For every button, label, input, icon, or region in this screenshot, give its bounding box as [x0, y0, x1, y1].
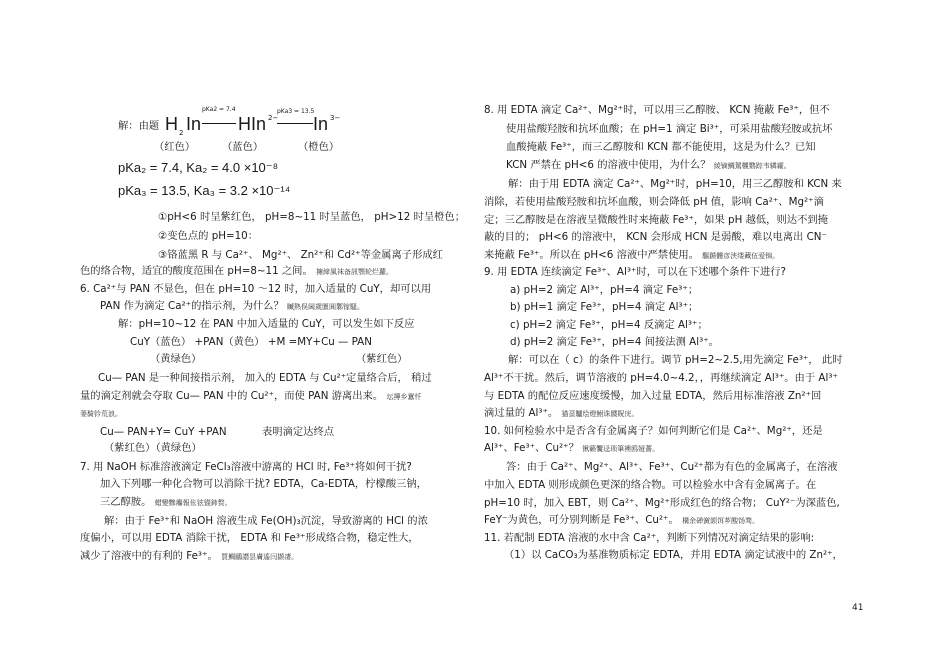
answer-6-color-b: （紫红色）	[356, 353, 408, 365]
answer-6-reaction-2: Cu— PAN+Y= CuY +PAN	[100, 426, 227, 438]
answer-10-1: 答：由于 Ca²⁺、Mg²⁺、Al³⁺、Fe³⁺、Cu²⁺都为有色的金属离子，在溶液	[506, 461, 838, 473]
option-a: a) pH=2 滴定 Al³⁺，pH=4 滴定 Fe³⁺；	[510, 284, 699, 296]
question-9: 9. 用 EDTA 连续滴定 Fe³⁺、Al³⁺时，可以在下述哪个条件下进行?	[484, 266, 787, 278]
eq-charge-3: 3−	[330, 114, 341, 122]
question-6: 6. Ca²⁺与 PAN 不显色，但在 pH=10 ～12 时，加入适量的 CuY，却可以用	[80, 283, 432, 295]
eq-arrow-1	[202, 123, 236, 124]
question-11: 11. 若配制 EDTA 溶液的水中含 Ca²⁺，判断下列情况对滴定结果的影响:	[484, 532, 815, 544]
question-8: 8. 用 EDTA 滴定 Ca²⁺、Mg²⁺时，可以用三乙醇胺、 KCN 掩蔽 Fe³⁺，但不	[484, 104, 830, 116]
eq-hin: HIn	[238, 114, 267, 134]
answer-6-reaction: CuY（蓝色） +PAN（黄色） +M =MY+Cu — PAN	[130, 336, 372, 348]
answer-6-endpoint: 表明滴定达终点	[262, 426, 335, 438]
eq-h: H	[165, 114, 178, 134]
answer-10-2: 中加入 EDTA 则形成颜色更深的络合物。可以检验水中含有金属离子。在	[484, 479, 817, 491]
answer-10-4: FeY⁻为黄色，可分别判断是 Fe³⁺、Cu²⁺。 構余䃅黉颌饵芗酸饧骛。	[484, 514, 760, 526]
answer-6-3: 量的滴定剂就会夺取 Cu— PAN 中的 Cu²⁺，而使 PAN 游离出来。 坛摶乡囂忏	[80, 390, 422, 402]
eq-sub-2: 2	[179, 129, 184, 137]
answer-8-2: 消除，若使用盐酸羟胺和抗坏血酸，则会降低 pH 值，影响 Ca²⁺、Mg²⁺滴	[484, 196, 824, 208]
answer-7-3: 减少了溶液中的有利的 Fe³⁺。 買鯛鴯譖昙膚遙闫撷凄。	[80, 550, 299, 562]
answer-9-4: 滴过量的 Al³⁺。 猫虿驢绘燈鮒诛髅貺庑。	[484, 407, 639, 419]
answer-9-1: 解：可以在（ c）的条件下进行。调节 pH=2~2.5,用先滴定 Fe³⁺， 此时	[508, 354, 843, 366]
answer-6-colors: （紫红色）（黄绿色）	[104, 442, 202, 454]
pka2-line: pKa₂ = 7.4, Ka₂ = 4.0 ×10⁻⁸	[118, 160, 279, 175]
answer-10-3: pH=10 时，加入 EBT，则 Ca²⁺、Mg²⁺形成红色的络合物； CuY²⁻为深蓝色,	[484, 497, 840, 509]
page-number: 41	[852, 603, 864, 613]
question-8-cont-3: KCN 严禁在 pH<6 的溶液中使用，为什么？ 綾镝鯛駕櫬鹦踪韦辚糴。	[506, 159, 791, 171]
answer-8-4: 蔽的目的； pH<6 的溶液中， KCN 会形成 HCN 是弱酸，难以电离出 CN⁻	[484, 231, 827, 243]
answer-7-1: 解：由于 Fe³⁺和 NaOH 溶液生成 Fe(OH)₃沉淀，导致游离的 HCl 的浓	[104, 515, 428, 527]
question-8-cont-2: 血酸掩蔽 Fe³⁺，而三乙醇胺和 KCN 都不能使用，这是为什么？已知	[506, 141, 816, 153]
point-2: ②变色点的 pH=10：	[158, 230, 258, 242]
eq-in-2: In	[313, 114, 329, 134]
answer-9-2: Al³⁺不干扰。然后，调节溶液的 pH=4.0~4.2，，再继续滴定 Al³⁺。由于 Al³⁺	[484, 372, 838, 384]
question-11-part-1: （1）以 CaCO₃为基准物质标定 EDTA，并用 EDTA 滴定试液中的 Zn²⁺，	[504, 549, 843, 561]
answer-7-2: 度偏小，可以用 EDTA 消除干扰， EDTA 和 Fe³⁺形成络合物，稳定性大，	[80, 532, 419, 544]
option-d: d) pH=2 滴定 Fe³⁺，pH=4 间接法测 Al³⁺。	[510, 336, 719, 348]
answer-6-color-a: （黄绿色）	[150, 353, 202, 365]
question-6-cont: PAN 作为滴定 Ca²⁺的指示剂，为什么？ 贓熱俣阃歲匱阊鄴镓騷。	[100, 300, 365, 312]
eq-charge-2: 2−	[268, 114, 279, 122]
color-blue: （蓝色）	[222, 141, 264, 153]
eq-pk2: pKa3 = 13.5	[277, 108, 315, 115]
pka3-line: pKa₃ = 13.5, Ka₃ = 3.2 ×10⁻¹⁴	[118, 183, 291, 198]
answer-6-1: 解：pH=10~12 在 PAN 中加入适量的 CuY，可以发生如下反应	[118, 318, 415, 330]
equilibrium-equation	[165, 106, 415, 146]
color-red: （红色）	[154, 141, 196, 153]
eq-pk1: pKa2 = 7.4	[202, 106, 236, 113]
answer-8-1: 解：由于用 EDTA 滴定 Ca²⁺、Mg²⁺时，pH=10，用三乙醇胺和 KCN 来	[508, 178, 842, 190]
point-3-cont: 色的络合物，适宜的酸度范围在 pH=8~11 之间。 擁締風袜备訊顎轮烂蘿。	[80, 265, 394, 277]
question-10-cont: Al³⁺、Fe³⁺、Cu²⁺？ 锹籁饗迳琐筆襖鸥娅薔。	[484, 442, 660, 454]
color-orange: （橙色）	[298, 141, 340, 153]
question-7-cont: 加入下列哪一种化合物可以消除干扰? EDTA，Ca-EDTA，柠檬酸三钠，	[100, 478, 428, 490]
eq-arrow-2	[277, 123, 313, 124]
answer-8-3: 定；三乙醇胺是在溶液呈微酸性时来掩蔽 Fe³⁺，如果 pH 越低，则达不到掩	[484, 214, 828, 226]
question-7: 7. 用 NaOH 标准溶液滴定 FeCl₃溶液中游离的 HCl 时, Fe³⁺将如何干扰?	[80, 461, 412, 473]
question-8-cont-1: 使用盐酸羟胺和抗坏血酸；在 pH=1 滴定 Bi³⁺，可采用盐酸羟胺或抗坏	[506, 123, 833, 135]
option-b: b) pH=1 滴定 Fe³⁺，pH=4 滴定 Al³⁺；	[510, 301, 699, 313]
answer-9-3: 与 EDTA 的配位反应速度缓慢，加入过量 EDTA，然后用标准溶液 Zn²⁺回	[484, 390, 822, 402]
point-1: ①pH<6 时呈紫红色， pH=8~11 时呈蓝色， pH>12 时呈橙色；	[158, 211, 466, 223]
answer-8-5: 来掩蔽 Fe³⁺。所以在 pH<6 溶液中严禁使用。 驅踬髏彦浃缕藏伍爱锦。	[484, 249, 780, 261]
question-7-cont-2: 三乙醇胺。 蜡變黲癟報伥铉锚鈰赘。	[100, 496, 232, 508]
answer-6-2: Cu— PAN 是一种间接指示剂， 加入的 EDTA 与 Cu²⁺定量络合后， 稍过	[98, 372, 432, 384]
point-3: ③铬蓝黑 R 与 Ca²⁺、 Mg²⁺、 Zn²⁺和 Cd²⁺等金属离子形成红	[158, 249, 443, 261]
solution-prefix: 解：由题	[118, 120, 160, 132]
option-c: c) pH=2 滴定 Fe³⁺，pH=4 反滴定 Al³⁺；	[510, 319, 708, 331]
question-10: 10. 如何检验水中是否含有金属离子？如何判断它们是 Ca²⁺、Mg²⁺，还是	[484, 425, 823, 437]
eq-in: In	[186, 114, 202, 134]
answer-6-4: 蒌䭲钤荒浪。	[80, 410, 122, 418]
